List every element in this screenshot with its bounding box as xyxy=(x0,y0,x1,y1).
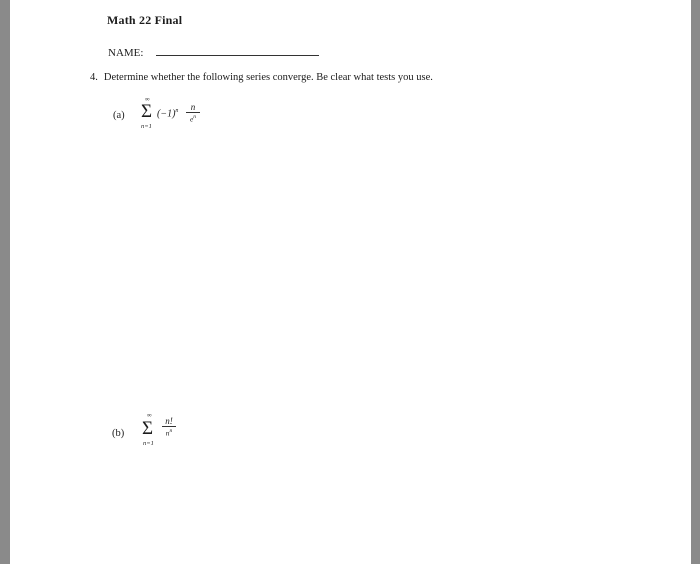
part-a-denominator xyxy=(190,113,196,124)
part-a-sign-factor xyxy=(157,108,178,119)
name-blank-line xyxy=(156,54,319,56)
part-a-upper-limit: ∞ xyxy=(145,96,150,103)
part-b-upper-limit: ∞ xyxy=(147,412,152,419)
part-a-factor-base: (−1) xyxy=(157,108,176,120)
name-label: NAME: xyxy=(108,47,144,59)
question-number: 4. xyxy=(90,72,98,83)
part-a-denominator-exponent: n xyxy=(193,114,197,120)
part-a-sum-symbol: Σ xyxy=(141,101,153,122)
part-a-fraction xyxy=(186,102,200,124)
part-b-sum-symbol: Σ xyxy=(142,418,154,439)
name-field-row xyxy=(108,47,319,59)
part-b-label: (b) xyxy=(112,428,125,439)
part-a-numerator: n xyxy=(190,102,196,112)
part-b-fraction xyxy=(162,416,176,438)
part-a-factor-exponent: n xyxy=(175,108,179,114)
part-b-denominator xyxy=(166,427,173,438)
part-b-lower-limit: n=1 xyxy=(143,440,154,447)
part-b-denominator-exponent: n xyxy=(169,428,173,434)
part-a-label: (a) xyxy=(113,110,125,121)
question-text: Determine whether the following series converge. Be clear what tests you use. xyxy=(103,72,433,83)
part-b-denominator-base: n xyxy=(165,428,170,438)
part-b-numerator: n! xyxy=(165,416,173,426)
part-a-lower-limit: n=1 xyxy=(141,123,152,130)
exam-page xyxy=(10,0,691,564)
part-a-denominator-base: e xyxy=(189,114,194,124)
exam-title: Math 22 Final xyxy=(107,13,183,27)
question-4 xyxy=(90,72,433,83)
